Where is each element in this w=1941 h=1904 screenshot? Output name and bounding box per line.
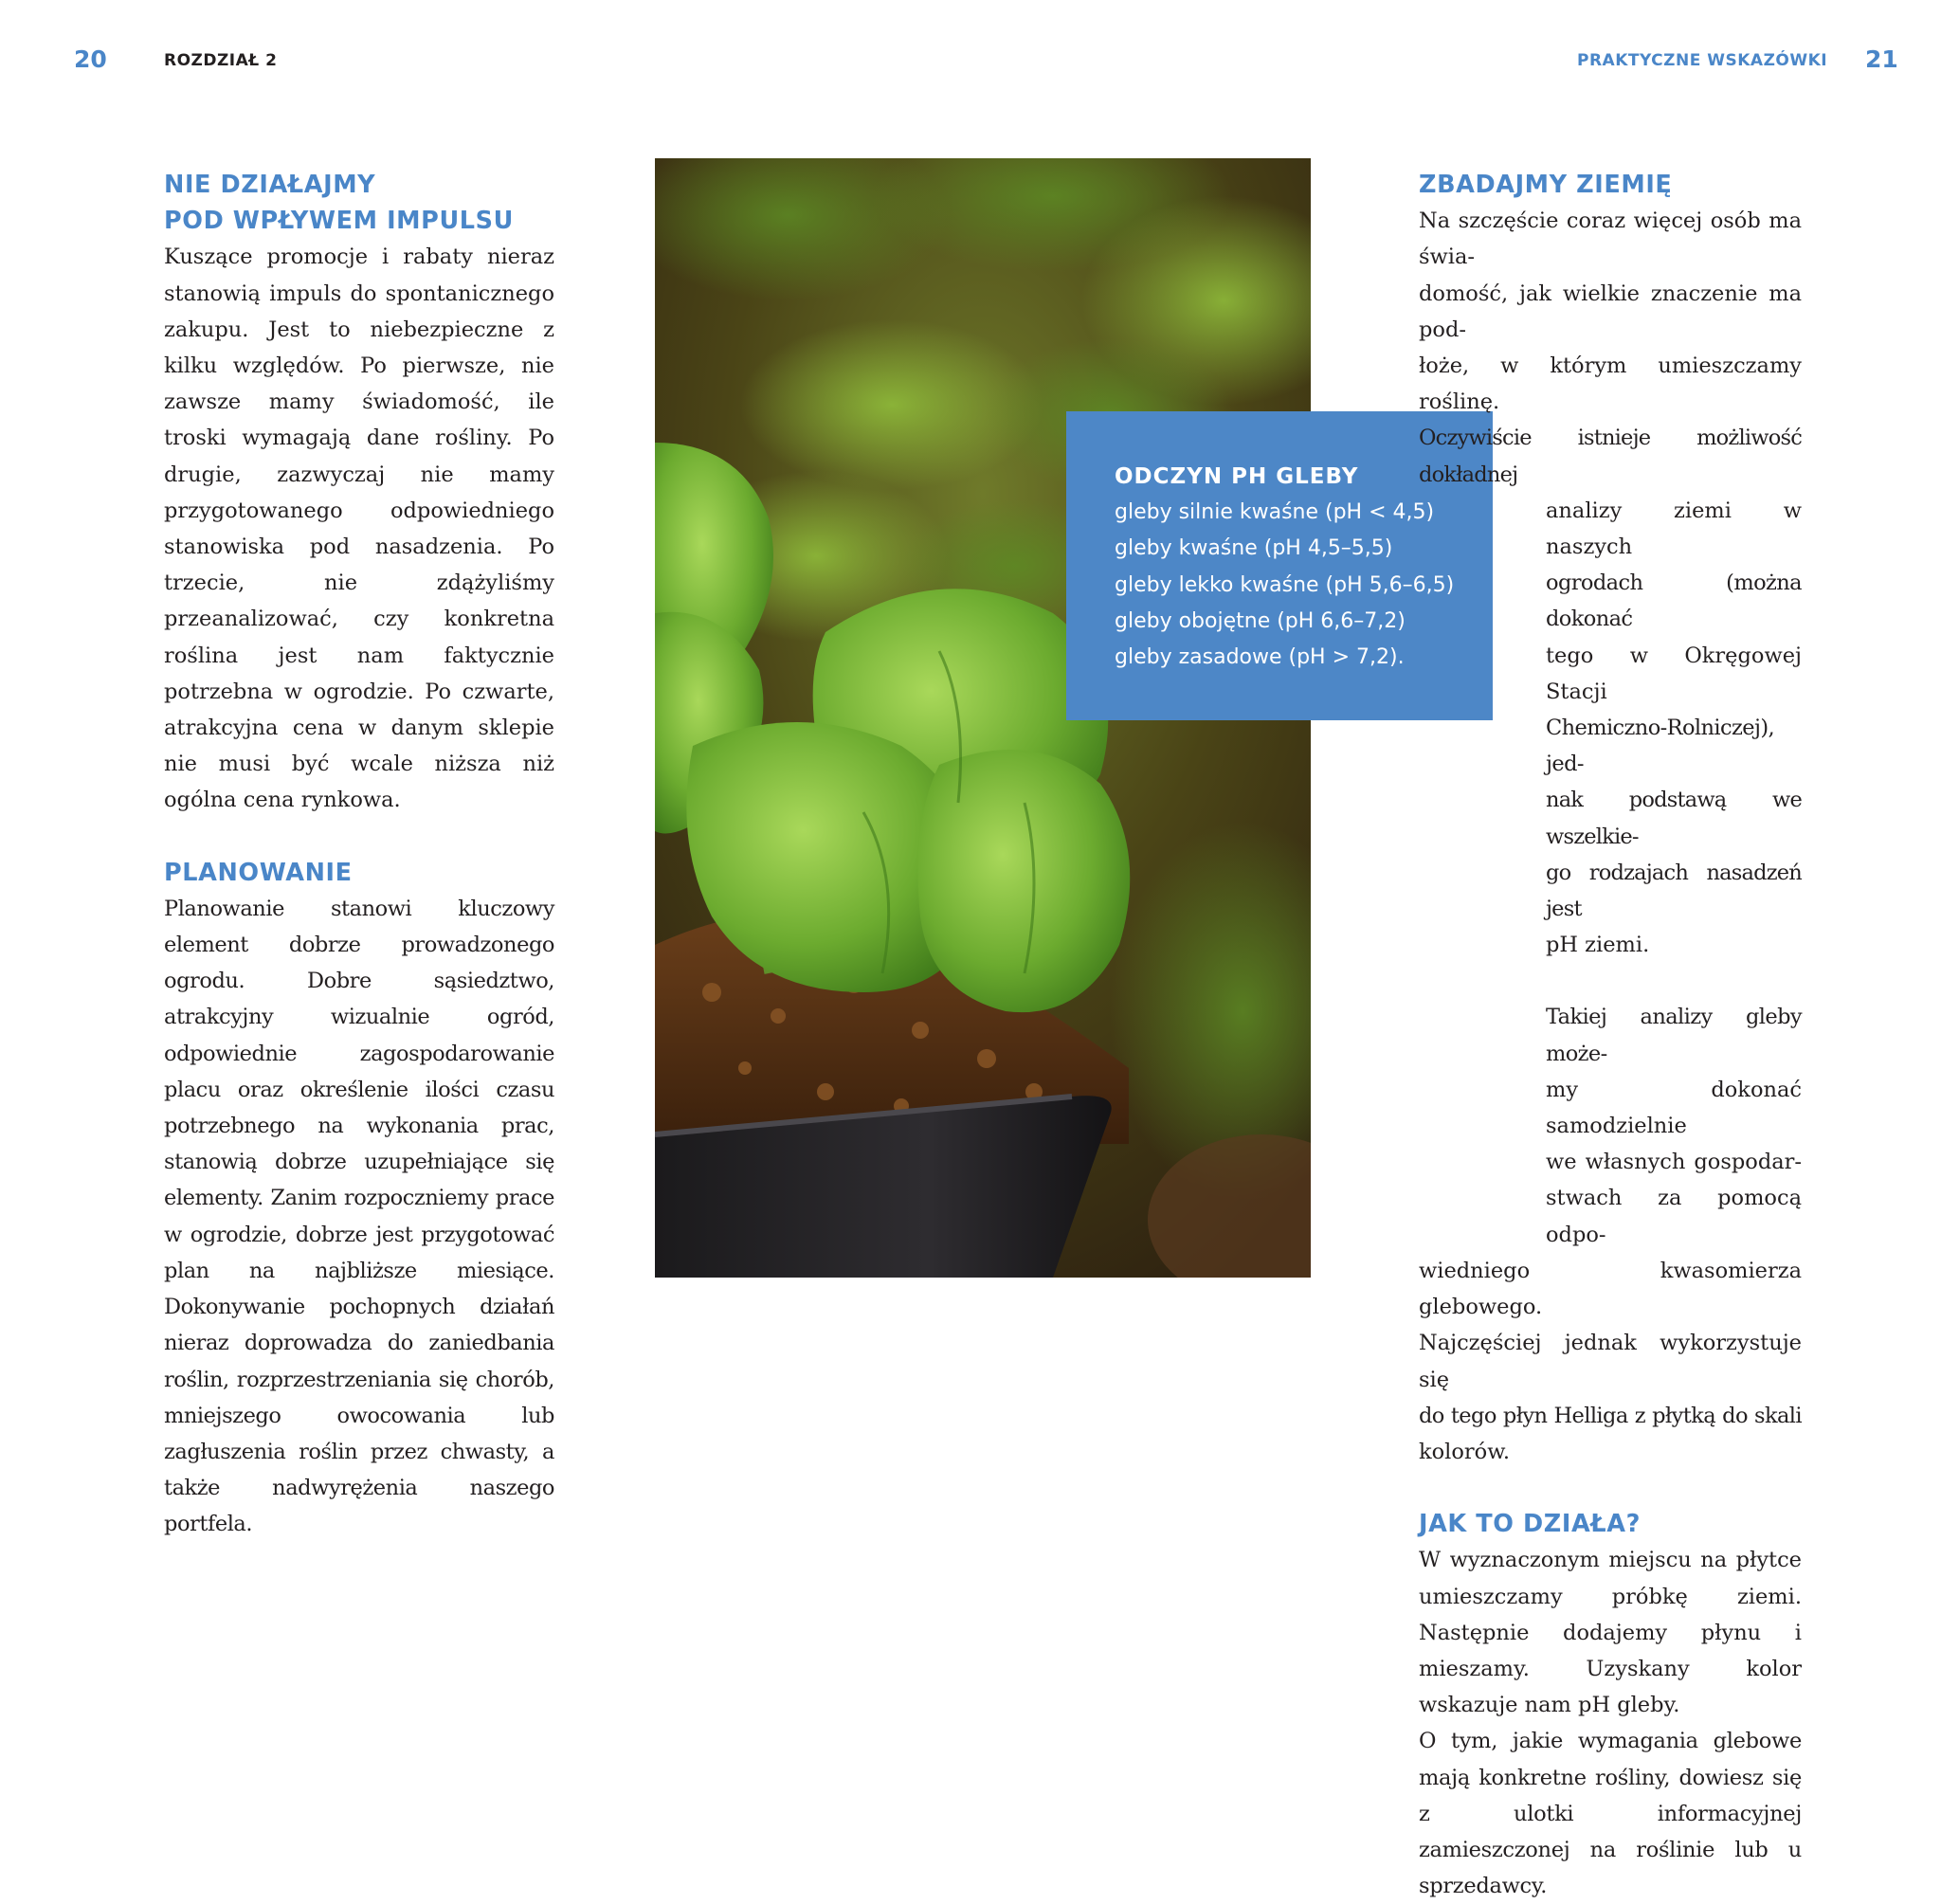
- soil-line-3: łoże, w którym umieszczamy roślinę.: [1419, 354, 1802, 415]
- soil-line-1: Na szczęście coraz więcej osób ma świa-: [1419, 209, 1802, 270]
- section-heading-how-it-works: JAK TO DZIAŁA?: [1419, 1510, 1641, 1539]
- left-column: [164, 167, 554, 1543]
- analysis-line-6: Najczęściej jednak wykorzystuje się: [1419, 1331, 1802, 1392]
- soil-line-5: analizy ziemi w naszych: [1546, 498, 1802, 560]
- impulse-paragraph: Kuszące promocje i rabaty nieraz stanowią impuls do spontanicznego zakupu. Jest to niebezpieczne z kilku względów. Po pierwsze, nie zawsze mamy świadomość, ile troski wymagają dane rośliny. Po drugie, zazwyczaj nie mamy przygotowanego odpowiedniego stanowiska pod nasadzenia. Po trzecie, nie zdążyliśmy przeanalizować, czy konkretna roślina jest nam faktycznie potrzebna w ogrodzie. Po czwarte, atrakcyjna cena w danym sklepie nie musi być wcale niższa niż ogólna cena rynkowa.: [164, 245, 554, 813]
- ph-box-title: ODCZYN PH GLEBY: [1115, 464, 1359, 489]
- analysis-line-5: wiedniego kwasomierza glebowego.: [1419, 1258, 1802, 1320]
- soil-line-10: go rodzajach nasadzeń jest: [1546, 860, 1802, 922]
- soil-line-7: tego w Okręgowej Stacji: [1546, 643, 1802, 704]
- right-column: [1419, 167, 1802, 1904]
- soil-line-6: ogrodach (można dokonać: [1546, 571, 1802, 632]
- ph-line-neutral: gleby obojętne (pH 6,6–7,2): [1115, 608, 1406, 633]
- soil-line-4: Oczywiście istnieje możliwość dokładnej: [1419, 426, 1802, 487]
- analysis-line-2: my dokonać samodzielnie: [1546, 1077, 1802, 1139]
- soil-line-9: nak podstawą we wszelkie-: [1546, 788, 1802, 849]
- analysis-line-8: kolorów.: [1419, 1439, 1510, 1464]
- ph-line-slightly-acidic: gleby lekko kwaśne (pH 5,6–6,5): [1115, 572, 1455, 597]
- analysis-line-3: we własnych gospodar-: [1546, 1150, 1802, 1175]
- soil-line-8: Chemiczno-Rolniczej), jed-: [1546, 716, 1775, 777]
- section-heading-soil-test: ZBADAJMY ZIEMIĘ: [1419, 171, 1673, 199]
- analysis-line-4: stwach za pomocą odpo-: [1546, 1186, 1802, 1247]
- left-page-number: 20: [74, 45, 107, 73]
- right-page-number: 21: [1865, 45, 1898, 73]
- analysis-line-1: Takiej analizy gleby może-: [1546, 1005, 1802, 1066]
- how-it-works-paragraph-2: O tym, jakie wymagania glebowe mają konkretne rośliny, dowiesz się z ulotki informacyjnej zamieszczonej na roślinie lub u sprzedawcy.: [1419, 1729, 1802, 1899]
- right-running-title: PRAKTYCZNE WSKAZÓWKI: [1577, 51, 1828, 70]
- section-heading-impulse-line2: POD WPŁYWEM IMPULSU: [164, 207, 514, 236]
- soil-line-11: pH ziemi.: [1546, 933, 1650, 958]
- analysis-line-7: do tego płyn Helliga z płytką do skali: [1419, 1403, 1802, 1428]
- ph-line-alkaline: gleby zasadowe (pH > 7,2).: [1115, 645, 1405, 670]
- ph-line-strongly-acidic: gleby silnie kwaśne (pH < 4,5): [1115, 500, 1435, 525]
- left-running-title: ROZDZIAŁ 2: [164, 51, 278, 70]
- how-it-works-paragraph-1: W wyznaczonym miejscu na płytce umieszczamy próbkę ziemi. Następnie dodajemy płynu i mieszamy. Uzyskany kolor wskazuje nam pH gleby.: [1419, 1548, 1802, 1718]
- ph-line-acidic: gleby kwaśne (pH 4,5–5,5): [1115, 536, 1393, 561]
- soil-line-2: domość, jak wielkie znaczenie ma pod-: [1419, 281, 1802, 342]
- section-heading-impulse-line1: NIE DZIAŁAJMY: [164, 171, 376, 199]
- section-heading-planning: PLANOWANIE: [164, 858, 353, 887]
- planning-paragraph: Planowanie stanowi kluczowy element dobrze prowadzonego ogrodu. Dobre sąsiedztwo, atrakcyjny wizualnie ogród, odpowiednie zagospodarowanie placu oraz określenie ilości czasu potrzebnego na wykonania prac, stanowią dobrze uzupełniające się elementy. Zanim rozpoczniemy prace w ogrodzie, dobrze jest przygotować plan na najbliższe miesiące. Dokonywanie pochopnych działań nieraz doprowadza do zaniedbania roślin, rozprzestrzeniania się chorób, mniejszego owocowania lub zagłuszenia roślin przez chwasty, a także nadwyrężenia naszego portfela.: [164, 896, 554, 1537]
